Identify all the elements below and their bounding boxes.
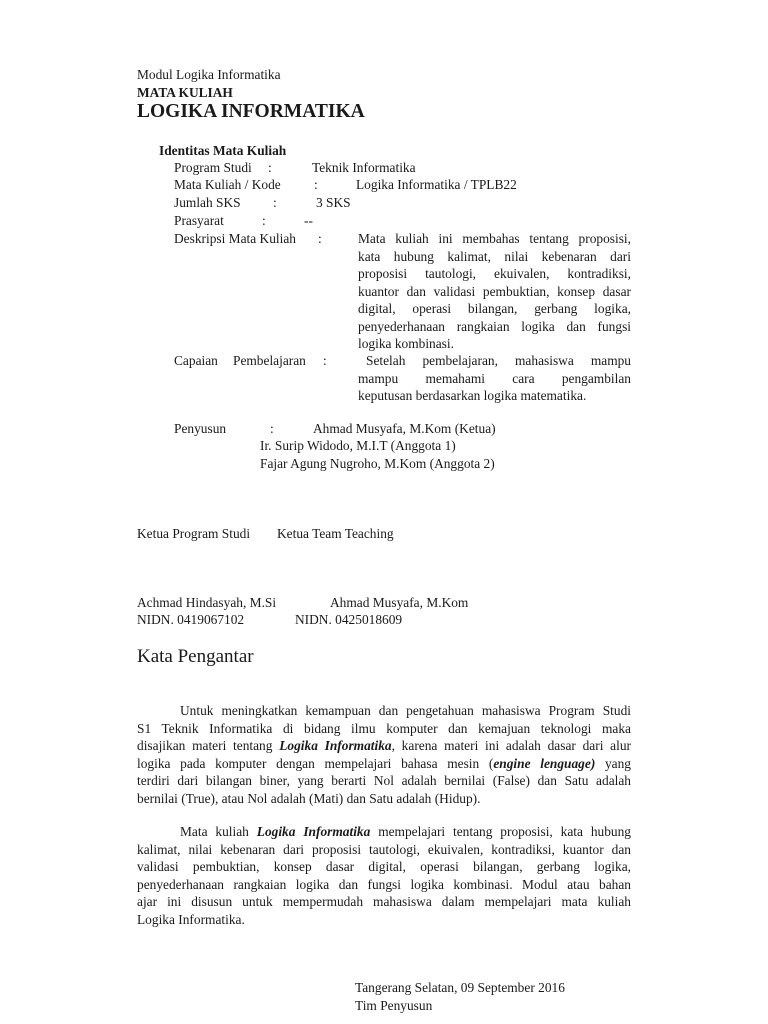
prereq-label: Prasyarat — [174, 213, 224, 228]
description-line: proposisi tautologi, ekuivalen, kontradiksi, — [358, 266, 631, 281]
course-code-value: Logika Informatika / TPLB22 — [356, 177, 517, 192]
preface-text: , karena materi ini adalah dasar dari alur — [391, 738, 631, 753]
signature-left-id: NIDN. 0419067102 — [137, 612, 245, 627]
preface-line: penyederhanaan rangkaian logika dan fungsi logika kombinasi. Modul atau bahan — [137, 876, 631, 892]
signature-left-name: Achmad Hindasyah, M.Si — [137, 595, 277, 610]
program-sep: : — [268, 160, 272, 175]
credits-value: 3 SKS — [316, 195, 351, 210]
credits-sep: : — [273, 195, 277, 210]
outcome-text — [358, 352, 631, 405]
authors-label: Penyusun — [174, 421, 227, 436]
signature-right-name: Ahmad Musyafa, M.Kom — [330, 595, 469, 610]
preface-heading: Kata Pengantar — [137, 646, 254, 667]
preface-line — [137, 755, 631, 773]
course-title: LOGIKA INFORMATIKA — [137, 101, 365, 122]
preface-text: mempelajari tentang proposisi, kata hubung — [370, 824, 632, 839]
course-code-sep: : — [314, 177, 318, 192]
outcome-line: keputusan berdasarkan logika matematika. — [358, 388, 587, 403]
preface-line: terdiri dari bilangan biner, yang berarti Nol adalah bernilai (False) dan Satu adalah — [137, 773, 631, 788]
description-sep: : — [318, 231, 322, 246]
preface-text: logika pada komputer dengan mempelajari bahasa mesin ( — [137, 755, 494, 771]
outcome-line: Setelah pembelajaran, mahasiswa mampu — [366, 353, 631, 368]
author-name: Ir. Surip Widodo, M.I.T (Anggota 1) — [260, 438, 456, 453]
preface-paragraph-2 — [137, 823, 631, 928]
preface-line: ajar ini disusun untuk mempermudah mahasiswa dalam mempelajari mata kuliah — [137, 894, 631, 909]
preface-emphasis: Logika Informatika — [256, 824, 371, 839]
preface-line: S1 Teknik Informatika di bidang ilmu komputer dan kemajuan teknologi maka — [137, 720, 631, 736]
preface-line: validasi pembuktian, konsep dasar digital, operasi bilangan, gerbang logika, — [137, 859, 631, 874]
author-name: Fajar Agung Nugroho, M.Kom (Anggota 2) — [260, 456, 495, 471]
preface-line: kalimat, nilai kebenaran dari proposisi tautologi, ekuivalen, kontradiksi, kuantor dan — [137, 841, 631, 857]
preface-paragraph-1 — [137, 702, 631, 807]
outcome-label-b: Pembelajaran — [233, 353, 306, 368]
prereq-value: -- — [304, 213, 313, 228]
description-line: kata hubung kalimat, nilai kebenaran dari — [358, 248, 631, 264]
preface-text: yang — [595, 755, 631, 771]
description-line: logika kombinasi. — [358, 336, 454, 351]
outcome-sep: : — [323, 353, 327, 368]
place-date: Tangerang Selatan, 09 September 2016 — [355, 980, 565, 995]
preface-line — [137, 823, 631, 841]
identity-heading: Identitas Mata Kuliah — [159, 143, 287, 158]
outcome-line: mampu memahami cara pengambilan — [358, 370, 631, 386]
module-name: Modul Logika Informatika — [137, 67, 281, 82]
description-text — [358, 230, 631, 353]
signature-left-role: Ketua Program Studi — [137, 526, 251, 541]
description-line: Mata kuliah ini membahas tentang proposisi, — [358, 231, 631, 246]
preface-text: Mata kuliah — [180, 824, 257, 839]
description-line: digital, operasi bilangan, gerbang logika, — [358, 301, 631, 316]
signature-right-id: NIDN. 0425018609 — [295, 612, 403, 627]
preface-line: Untuk meningkatkan kemampuan dan pengetahuan mahasiswa Program Studi — [180, 703, 631, 718]
authors-sep: : — [270, 421, 274, 436]
program-value: Teknik Informatika — [312, 160, 416, 175]
description-label: Deskripsi Mata Kuliah — [174, 231, 296, 246]
program-label: Program Studi — [174, 160, 252, 175]
outcome-label-a: Capaian — [174, 353, 218, 368]
course-code-label: Mata Kuliah / Kode — [174, 177, 281, 192]
author-name: Ahmad Musyafa, M.Kom (Ketua) — [313, 421, 496, 436]
preface-line — [137, 737, 631, 755]
signature-right-role: Ketua Team Teaching — [277, 526, 394, 541]
preface-line: bernilai (True), atau Nol adalah (Mati) dan Satu adalah (Hidup). — [137, 790, 481, 806]
preface-line: Logika Informatika. — [137, 911, 245, 927]
preface-emphasis: engine lenguage) — [493, 755, 596, 771]
preface-text: disajikan materi tentang — [137, 738, 280, 753]
prereq-sep: : — [262, 213, 266, 228]
credits-label: Jumlah SKS — [174, 195, 241, 210]
course-label: MATA KULIAH — [137, 85, 233, 100]
preface-emphasis: Logika Informatika — [279, 738, 392, 753]
signoff: Tim Penyusun — [355, 998, 433, 1013]
description-line: kuantor dan validasi pembuktian, konsep dasar — [358, 283, 631, 299]
description-line: penyederhanaan rangkaian logika dan fungsi — [358, 318, 631, 334]
